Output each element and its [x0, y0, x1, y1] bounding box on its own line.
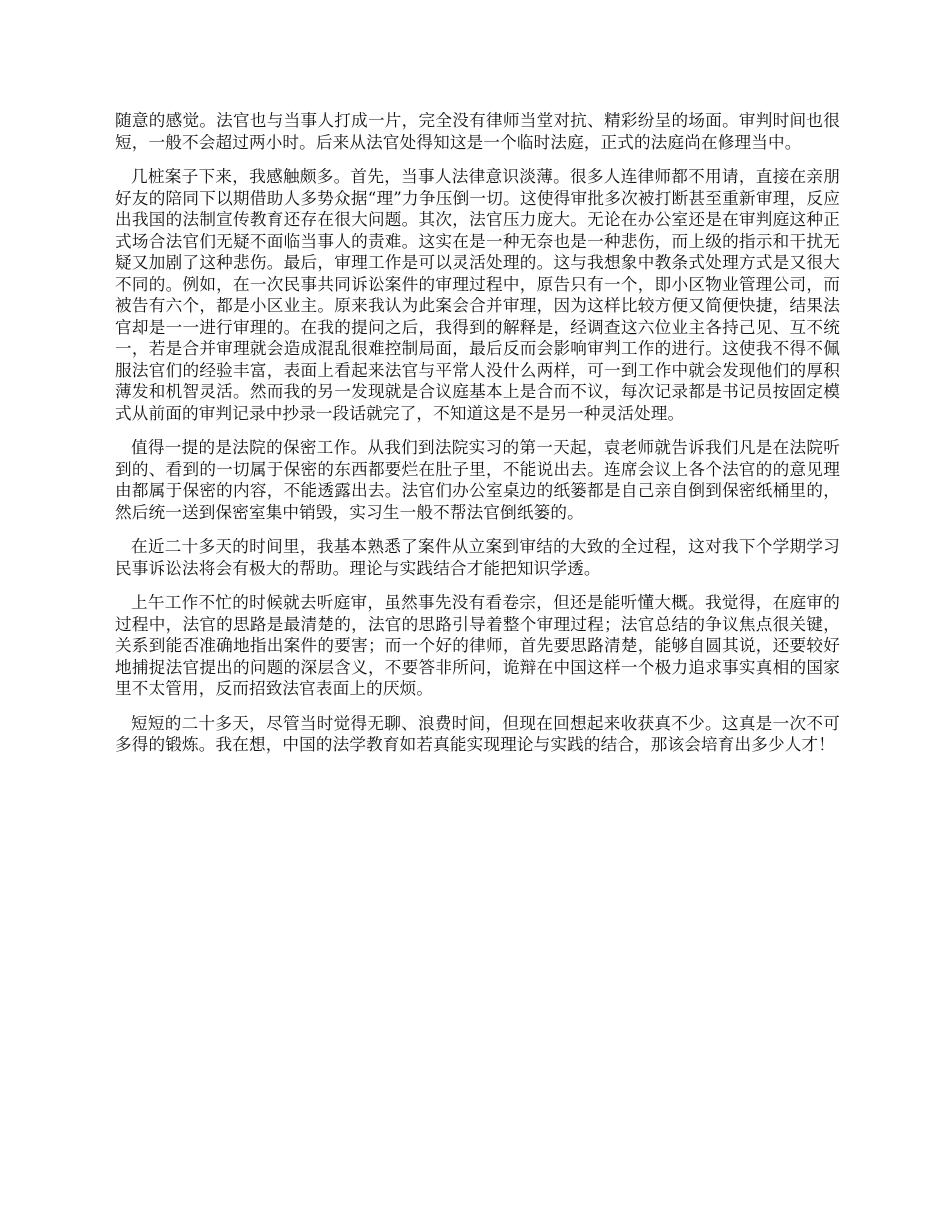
paragraph-2: 几桩案子下来，我感触颇多。首先，当事人法律意识淡薄。很多人连律师都不用请，直接在亲朋好友的陪同下以期借助人多势众据“理”力争压倒一切。这使得审批多次被打断甚至重新审理，反应出我国的法制宣传教育还存在很大问题。其次，法官压力庞大。无论在办公室还是在审判庭这种正式场合法官们无疑不面临当事人的责难。这实在是一种无奈也是一种悲伤，而上级的指示和干扰无疑又加剧了这种悲伤。最后，审理工作是可以灵活处理的。这与我想象中教条式处理方式是又很大不同的。例如，在一次民事共同诉讼案件的审理过程中，原告只有一个，即小区物业管理公司，而被告有六个，都是小区业主。原来我认为此案会合并审理，因为这样比较方便又简便快捷，结果法官却是一一进行审理的。在我的提问之后，我得到的解释是，经调查这六位业主各持己见、互不统一，若是合并审理就会造成混乱很难控制局面，最后反而会影响审判工作的进行。这使我不得不佩服法官们的经验丰富，表面上看起来法官与平常人没什么两样，可一到工作中就会发现他们的厚积薄发和机智灵活。然而我的另一发现就是合议庭基本上是合而不议，每次记录都是书记员按固定模式从前面的审判记录中抄录一段话就完了，不知道这是不是另一种灵活处理。 — [115, 167, 840, 423]
paragraph-4: 在近二十多天的时间里，我基本熟悉了案件从立案到审结的大致的全过程，这对我下个学期学习民事诉讼法将会有极大的帮助。理论与实践结合才能把知识学透。 — [115, 537, 840, 578]
document-body — [115, 110, 840, 769]
paragraph-5: 上午工作不忙的时候就去听庭审，虽然事先没有看卷宗，但还是能听懂大概。我觉得，在庭审的过程中，法官的思路是最清楚的，法官的思路引导着整个审理过程；法官总结的争议焦点很关键，关系到能否准确地指出案件的要害；而一个好的律师，首先要思路清楚，能够自圆其说，还要较好地捕捉法官提出的问题的深层含义，不要答非所问，诡辩在中国这样一个极力追求事实真相的国家里不太管用，反而招致法官表面上的厌烦。 — [115, 593, 840, 698]
paragraph-3: 值得一提的是法院的保密工作。从我们到法院实习的第一天起，袁老师就告诉我们凡是在法院听到的、看到的一切属于保密的东西都要烂在肚子里，不能说出去。连席会议上各个法官的的意见理由都属于保密的内容，不能透露出去。法官们办公室桌边的纸篓都是自己亲自倒到保密纸桶里的，然后统一送到保密室集中销毁，实习生一般不帮法官倒纸篓的。 — [115, 438, 840, 522]
paragraph-6: 短短的二十多天，尽管当时觉得无聊、浪费时间，但现在回想起来收获真不少。这真是一次不可多得的锻炼。我在想，中国的法学教育如若真能实现理论与实践的结合，那该会培育出多少人才！ — [115, 713, 840, 754]
paragraph-1: 随意的感觉。法官也与当事人打成一片，完全没有律师当堂对抗、精彩纷呈的场面。审判时间也很短，一般不会超过两小时。后来从法官处得知这是一个临时法庭，正式的法庭尚在修理当中。 — [115, 111, 840, 152]
